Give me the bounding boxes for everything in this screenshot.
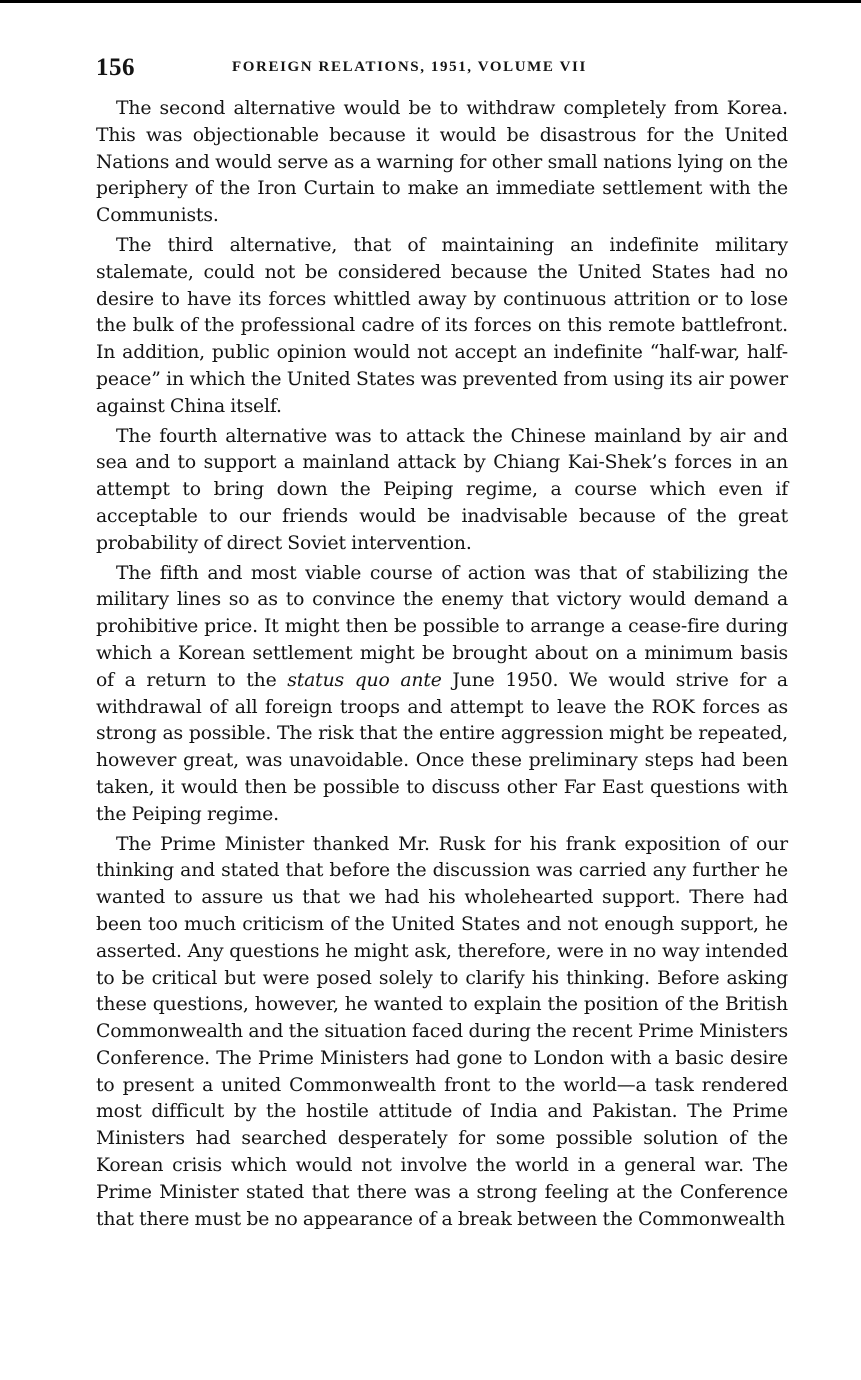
paragraph-fifth-alternative (96, 561, 788, 829)
paragraph-fifth-text-after: June 1950. We would strive for a withdrawal of all foreign troops and attempt to leave the ROK forces as strong as possible. The risk that the entire aggression might be repeated, however great, was unavoidable. Once these preliminary steps had been taken, it would then be possible to discuss other Far East questions with the Peiping regime. (96, 669, 788, 825)
page-top-edge (0, 0, 861, 3)
page-number: 156 (96, 54, 135, 81)
italic-phrase: status quo ante (287, 669, 442, 691)
running-header (96, 50, 788, 86)
document-page (96, 50, 788, 1233)
paragraph-prime-minister: The Prime Minister thanked Mr. Rusk for his frank exposition of our thinking and stated that before the discussion was carried any further he wanted to assure us that we had his wholehearted support. There had been too much criticism of the United States and not enough support, he asserted. Any questions he might ask, therefore, were in no way intended to be critical but were posed solely to clarify his thinking. Before asking these questions, however, he wanted to explain the position of the British Commonwealth and the situation faced during the recent Prime Ministers Conference. The Prime Ministers had gone to London with a basic desire to present a united Commonwealth front to the world—a task rendered most difficult by the hostile attitude of India and Pakistan. The Prime Ministers had searched desperately for some possible solution of the Korean crisis which would not involve the world in a general war. The Prime Minister stated that there was a strong feeling at the Conference that there must be no appearance of a break between the Commonwealth (96, 833, 788, 1230)
paragraph-fourth-alternative: The fourth alternative was to attack the Chinese mainland by air and sea and to support a mainland attack by Chiang Kai-Shek’s forces in an attempt to bring down the Peiping regime, a course which even if acceptable to our friends would be inadvisable because of the great probability of direct Soviet intervention. (96, 425, 788, 554)
body-text (96, 96, 788, 1233)
volume-title: FOREIGN RELATIONS, 1951, VOLUME VII (232, 59, 587, 75)
paragraph-third-alternative: The third alternative, that of maintaining an indefinite military stalemate, could not be considered because the United States had no desire to have its forces whittled away by continuous attrition or to lose the bulk of the professional cadre of its forces on this remote battlefront. In addition, public opinion would not accept an indefinite “half-war, half-peace” in which the United States was prevented from using its air power against China itself. (96, 234, 788, 417)
paragraph-second-alternative: The second alternative would be to withdraw completely from Korea. This was objectionable because it would be disastrous for the United Nations and would serve as a warning for other small nations lying on the periphery of the Iron Curtain to make an immediate settlement with the Communists. (96, 98, 788, 227)
paragraph-fifth-text-before: The fifth and most viable course of action was that of stabilizing the military lines so as to convince the enemy that victory would demand a prohibitive price. It might then be possible to arrange a cease-fire during which a Korean settlement might be brought about on a minimum basis of a return to the (96, 562, 788, 691)
